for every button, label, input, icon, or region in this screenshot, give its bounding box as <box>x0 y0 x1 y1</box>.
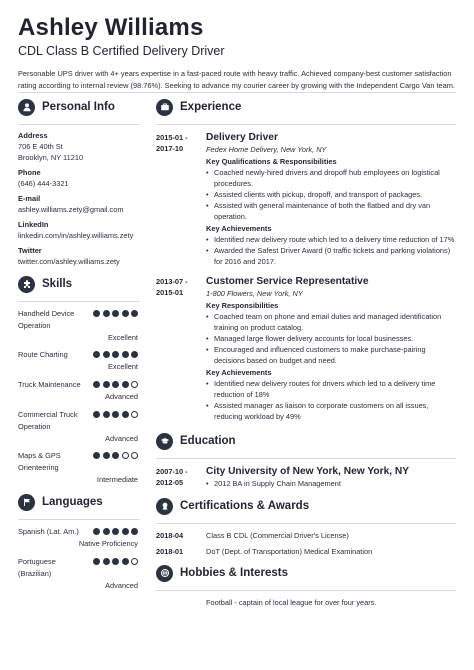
job-qual-item: • Managed large flower delivery accounts for local businesses. <box>206 333 456 344</box>
skills-title: Skills <box>42 278 73 290</box>
job-dates <box>156 275 206 422</box>
skill-rating <box>93 452 138 459</box>
rating-dot <box>122 558 129 565</box>
job-date-start: 2013-07 - <box>156 277 188 286</box>
skills-header <box>18 273 140 295</box>
language-item <box>18 556 140 591</box>
hobbies-text: Football - captain of local league for over four years. <box>206 598 377 607</box>
candidate-title: CDL Class B Certified Delivery Driver <box>18 44 225 58</box>
user-icon <box>18 99 35 116</box>
language-rating <box>93 558 138 565</box>
education-header <box>156 430 456 452</box>
rating-dot <box>131 558 138 565</box>
certifications-header <box>156 495 456 517</box>
education-dates <box>156 465 206 489</box>
hobbies-entry <box>156 597 456 608</box>
languages-divider <box>18 519 140 520</box>
job-qual-heading: Key Responsibilities <box>206 301 279 310</box>
education-title: Education <box>180 435 236 447</box>
skill-name: Route Charting <box>18 350 68 359</box>
phone-label: Phone <box>18 168 41 177</box>
rating-dot <box>131 528 138 535</box>
certification-date: 2018-04 <box>156 531 184 540</box>
skill-level: Excellent <box>108 362 138 371</box>
job-entry <box>156 131 456 267</box>
certification-text: DoT (Dept. of Transportation) Medical Examination <box>206 547 373 556</box>
job-qual-list <box>206 311 456 366</box>
job-company: Fedex Home Delivery, New York, NY <box>206 145 327 154</box>
job-date-end: 2017-10 <box>156 144 184 153</box>
job-achievement-list <box>206 234 456 267</box>
languages-list <box>18 526 140 591</box>
twitter-block <box>18 246 140 267</box>
left-column <box>18 96 140 597</box>
job-body <box>206 275 456 422</box>
address-block <box>18 131 140 163</box>
skill-item <box>18 450 140 485</box>
skill-item <box>18 409 140 444</box>
rating-dot <box>103 411 110 418</box>
language-level: Advanced <box>105 581 138 590</box>
email-label: E-mail <box>18 194 41 203</box>
rating-dot <box>131 351 138 358</box>
certifications-divider <box>156 523 456 524</box>
rating-dot <box>122 452 129 459</box>
rating-dot <box>131 310 138 317</box>
rating-dot <box>103 381 110 388</box>
skill-name: Handheld Device Operation <box>18 309 75 330</box>
rating-dot <box>131 381 138 388</box>
rating-dot <box>122 310 129 317</box>
job-qual-item: • Coached team on phone and email duties and managed identification training on product catalog. <box>206 311 456 333</box>
rating-dot <box>112 381 119 388</box>
skills-divider <box>18 301 140 302</box>
skill-name: Commercial Truck Operation <box>18 410 78 431</box>
skill-rating <box>93 351 138 358</box>
education-divider <box>156 458 456 459</box>
education-school: City University of New York, New York, NY <box>206 466 410 477</box>
skill-level: Advanced <box>105 434 138 443</box>
phone-block <box>18 168 140 189</box>
rating-dot <box>103 528 110 535</box>
language-level: Native Proficiency <box>78 539 138 548</box>
rating-dot <box>112 452 119 459</box>
rating-dot <box>122 411 129 418</box>
profile-summary: Personable UPS driver with 4+ years expertise in a fast-paced route with heavy traffic. Achieved company-best customer satisfaction rating according to internal review (98.76%). Seeking to advance my courier career by growing with the Independent Cargo Van team. <box>18 69 455 90</box>
rating-dot <box>122 351 129 358</box>
languages-title: Languages <box>42 496 103 508</box>
skill-rating <box>93 411 138 418</box>
rating-dot <box>112 528 119 535</box>
rating-dot <box>131 411 138 418</box>
candidate-name: Ashley Williams <box>18 14 204 41</box>
award-icon <box>156 498 173 515</box>
education-date-end: 2012-05 <box>156 478 184 487</box>
rating-dot <box>93 452 100 459</box>
rating-dot <box>122 528 129 535</box>
rating-dot <box>112 411 119 418</box>
skill-rating <box>93 310 138 317</box>
certification-item <box>156 546 456 557</box>
skill-name: Maps & GPS Orienteering <box>18 451 61 472</box>
job-achievement-list <box>206 378 456 422</box>
personal-info-title: Personal Info <box>42 101 115 113</box>
puzzle-icon <box>18 276 35 293</box>
job-achievement-item: • Assisted manager as liaison to corporate customers on all issues, reducing workload by 49% <box>206 400 456 422</box>
address-label: Address <box>18 131 48 140</box>
rating-dot <box>93 528 100 535</box>
experience-header <box>156 96 456 118</box>
certifications-list <box>156 530 456 557</box>
education-body <box>206 465 456 489</box>
rating-dot <box>112 558 119 565</box>
hobbies-divider <box>156 590 456 591</box>
personal-info-divider <box>18 124 140 125</box>
personal-info-header <box>18 96 140 118</box>
rating-dot <box>103 452 110 459</box>
experience-divider <box>156 124 456 125</box>
job-qual-item: • Assisted clients with pickup, dropoff, and transport of packages. <box>206 189 456 200</box>
right-column <box>156 96 456 613</box>
rating-dot <box>103 310 110 317</box>
address-line1: 706 E 40th St <box>18 142 63 151</box>
language-rating <box>93 528 138 535</box>
job-achievement-heading: Key Achievements <box>206 224 272 233</box>
rating-dot <box>93 558 100 565</box>
linkedin-label: LinkedIn <box>18 220 49 229</box>
certification-date: 2018-01 <box>156 547 184 556</box>
skill-name: Truck Maintenance <box>18 380 81 389</box>
linkedin-block <box>18 220 140 241</box>
job-qual-item: • Coached newly-hired drivers and dropoff hub employees on logistical procedures. <box>206 167 456 189</box>
rating-dot <box>122 381 129 388</box>
education-date-start: 2007-10 - <box>156 467 188 476</box>
job-entry <box>156 275 456 422</box>
job-qual-item: • Encouraged and influenced customers to make purchase-pairing decisions based on budget and need. <box>206 344 456 366</box>
address-line2: Brooklyn, NY 11210 <box>18 153 84 162</box>
graduation-cap-icon <box>156 433 173 450</box>
rating-dot <box>103 558 110 565</box>
skills-list <box>18 308 140 485</box>
linkedin-value[interactable]: linkedin.com/in/ashley.williams.zety <box>18 231 134 240</box>
basketball-icon <box>156 565 173 582</box>
skill-level: Advanced <box>105 392 138 401</box>
languages-header <box>18 491 140 513</box>
education-detail-item: • 2012 BA in Supply Chain Management <box>206 478 456 489</box>
skill-item <box>18 349 140 373</box>
rating-dot <box>112 351 119 358</box>
flag-icon <box>18 494 35 511</box>
job-qual-item: • Assisted with general maintenance of both the flatbed and dry van operation. <box>206 200 456 222</box>
rating-dot <box>103 351 110 358</box>
jobs-list <box>156 131 456 422</box>
skill-item <box>18 379 140 403</box>
twitter-label: Twitter <box>18 246 42 255</box>
rating-dot <box>93 351 100 358</box>
job-achievement-item: • Identified new delivery route which led to a delivery time reduction of 17% <box>206 234 456 245</box>
job-date-start: 2015-01 - <box>156 133 188 142</box>
education-entry <box>156 465 456 489</box>
rating-dot <box>93 411 100 418</box>
job-achievement-heading: Key Achievements <box>206 368 272 377</box>
job-dates <box>156 131 206 267</box>
rating-dot <box>93 381 100 388</box>
experience-title: Experience <box>180 101 242 113</box>
language-name: Portuguese (Brazilian) <box>18 557 56 578</box>
skill-rating <box>93 381 138 388</box>
rating-dot <box>112 310 119 317</box>
job-qual-heading: Key Qualifications & Responsibilities <box>206 157 337 166</box>
certification-item <box>156 530 456 541</box>
job-title: Customer Service Representative <box>206 276 369 287</box>
email-block <box>18 194 140 215</box>
rating-dot <box>93 310 100 317</box>
hobbies-title: Hobbies & Interests <box>180 567 288 579</box>
language-name: Spanish (Lat. Am.) <box>18 527 79 536</box>
hobbies-header <box>156 562 456 584</box>
header-divider <box>18 92 456 93</box>
job-company: 1-800 Flowers, New York, NY <box>206 289 303 298</box>
certification-text: Class B CDL (Commercial Driver's License) <box>206 531 349 540</box>
twitter-value[interactable]: twitter.com/ashley.williams.zety <box>18 257 120 266</box>
education-details <box>206 478 456 489</box>
phone-value: (646) 444-3321 <box>18 179 69 188</box>
briefcase-icon <box>156 99 173 116</box>
rating-dot <box>131 452 138 459</box>
job-body <box>206 131 456 267</box>
job-date-end: 2015-01 <box>156 288 184 297</box>
job-title: Delivery Driver <box>206 132 278 143</box>
certifications-title: Certifications & Awards <box>180 500 310 512</box>
job-qual-list <box>206 167 456 222</box>
email-value[interactable]: ashley.williams.zety@gmail.com <box>18 205 124 214</box>
job-achievement-item: • Identified new delivery routes for drivers which led to a delivery time reduction of 18% <box>206 378 456 400</box>
skill-level: Excellent <box>108 333 138 342</box>
skill-level: Intermediate <box>96 475 138 484</box>
job-achievement-item: • Awarded the Safest Driver Award (0 traffic tickets and parking violations) for 2016 and 2017. <box>206 245 456 267</box>
skill-item <box>18 308 140 343</box>
language-item <box>18 526 140 550</box>
